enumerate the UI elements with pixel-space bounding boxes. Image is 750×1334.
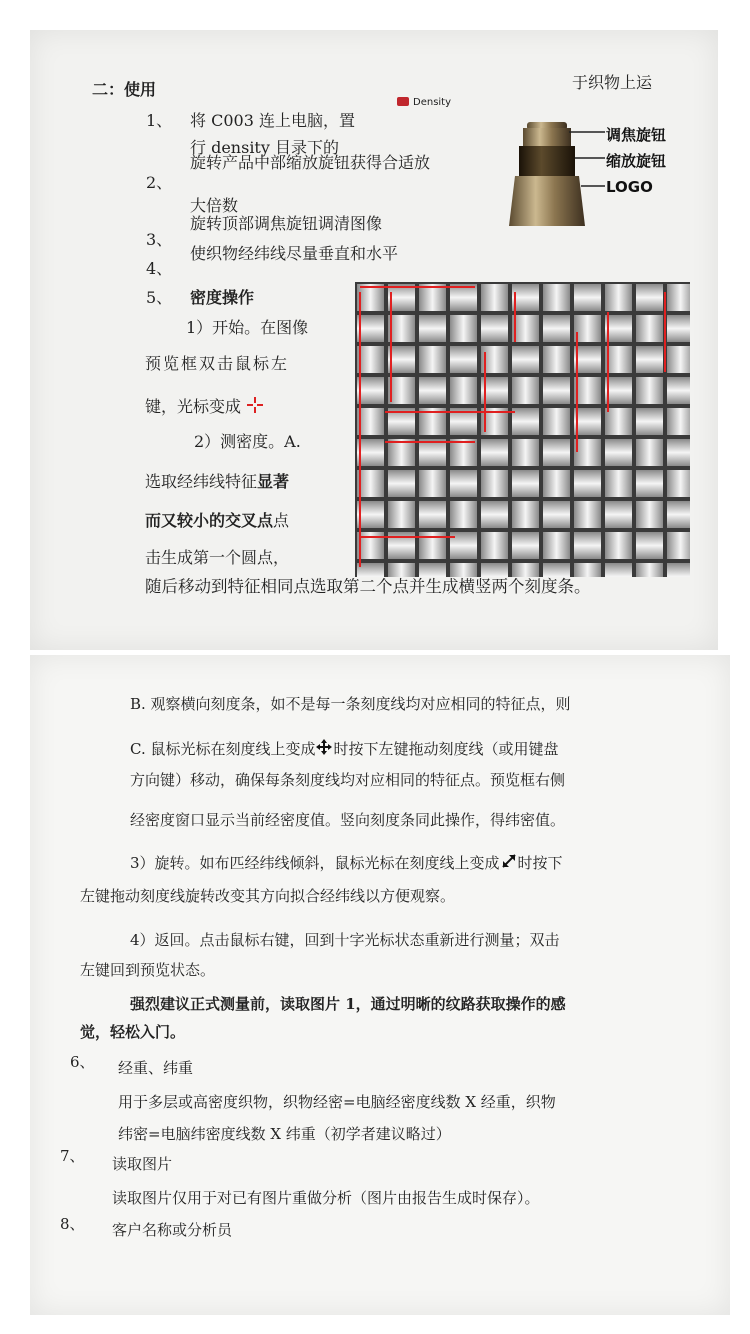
item-5-text: 密度操作 [190, 288, 255, 307]
step2-line2-bold: 显著 [257, 472, 290, 491]
rotate-line2: 左键拖动刻度线旋转改变其方向拟合经纬线以方便观察。 [80, 887, 456, 905]
item7-title: 读取图片 [112, 1155, 173, 1173]
item-3-number: 3、 [146, 230, 173, 249]
item6-line1: 用于多层或高密度织物，织物经密=电脑经密度线数 X 经重，织物 [118, 1093, 556, 1111]
crosshair-cursor-icon [246, 396, 264, 414]
step2-line3-text: 点 [273, 511, 290, 530]
item6-title: 经重、纬重 [118, 1059, 194, 1077]
c-line3: 经密度窗口显示当前经密度值。竖向刻度条同此操作，得纬密值。 [130, 811, 566, 829]
item7-line1: 读取图片仅用于对已有图片重做分析（图片由报告生成时保存）。 [112, 1189, 540, 1207]
rotate-line1-text-a: 3）旋转。如布匹经纬线倾斜，鼠标光标在刻度线上变成 [130, 854, 500, 872]
tip-line1: 强烈建议正式测量前，读取图片 1，通过明晰的纹路获取操作的感 [130, 995, 566, 1013]
c-line2: 方向键）移动，确保每条刻度线均对应相同的特征点。预览框右侧 [130, 771, 566, 789]
item7-number: 7、 [60, 1147, 85, 1165]
step1-line1: 1）开始。在图像 [186, 318, 309, 337]
density-badge [397, 96, 451, 110]
density-badge-label: Density [413, 97, 452, 108]
density-logo-icon [397, 97, 409, 106]
zoom-knob-label: 缩放旋钮 [606, 152, 667, 170]
item6-number: 6、 [70, 1053, 95, 1071]
step2-line4: 击生成第一个圆点， [145, 548, 290, 567]
c-line1-text-a: C. 鼠标光标在刻度线上变成 [130, 740, 316, 758]
item-2-text-cont: 大倍数 [190, 196, 239, 215]
step2-line3-bold: 而又较小的交叉点 [145, 511, 274, 530]
item8-number: 8、 [60, 1215, 85, 1233]
item-4-text: 使织物经纬线尽量垂直和水平 [190, 244, 399, 263]
c-line1 [130, 738, 559, 759]
focus-knob-label: 调焦旋钮 [606, 126, 667, 144]
step2-line1: 2）测密度。A. [194, 432, 301, 451]
rotate-line1-text-b: 时按下 [517, 854, 563, 872]
item8-title: 客户名称或分析员 [112, 1221, 233, 1239]
item-4-number: 4、 [146, 259, 173, 278]
step2-line3 [145, 511, 289, 531]
return-line2: 左键回到预览状态。 [80, 961, 216, 979]
corner-text: 于织物上运 [572, 73, 653, 92]
diagonal-resize-cursor-icon [500, 852, 518, 870]
item-1-number: 1、 [146, 111, 173, 130]
fabric-weave-preview-image [355, 282, 690, 577]
step1-line3 [145, 396, 264, 417]
item-1-text-cont: 行 density 目录下的 [190, 138, 339, 157]
logo-label: LOGO [606, 178, 653, 196]
item-3-text: 旋转顶部调焦旋钮调清图像 [190, 214, 383, 233]
section-heading: 二：使用 [92, 80, 157, 99]
step2-line2 [145, 472, 289, 492]
item-1-text: 将 C003 连上电脑，置 [190, 111, 355, 130]
step1-line2: 预览框双击鼠标左 [145, 354, 290, 373]
c-line1-text-b: 时按下左键拖动刻度线（或用键盘 [333, 740, 559, 758]
move-cursor-icon [315, 738, 333, 756]
b-line: B. 观察横向刻度条，如不是每一条刻度线均对应相同的特征点，则 [130, 695, 571, 713]
step1-line3-text: 键，光标变成 [145, 397, 242, 416]
step2-line2-text: 选取经纬线特征 [145, 472, 258, 491]
closing-line: 随后移动到特征相同点选取第二个点并生成横竖两个刻度条。 [145, 577, 591, 596]
item-5-number: 5、 [146, 288, 173, 307]
item-2-number: 2、 [146, 173, 173, 192]
rotate-line1 [130, 852, 563, 873]
item-2-text: 旋转产品中部缩放旋钮获得合适放 [190, 153, 431, 172]
return-line1: 4）返回。点击鼠标右键，回到十字光标状态重新进行测量；双击 [130, 931, 560, 949]
item6-line2: 纬密=电脑纬密度线数 X 纬重（初学者建议略过） [118, 1125, 451, 1143]
tip-line2: 觉，轻松入门。 [80, 1023, 186, 1041]
